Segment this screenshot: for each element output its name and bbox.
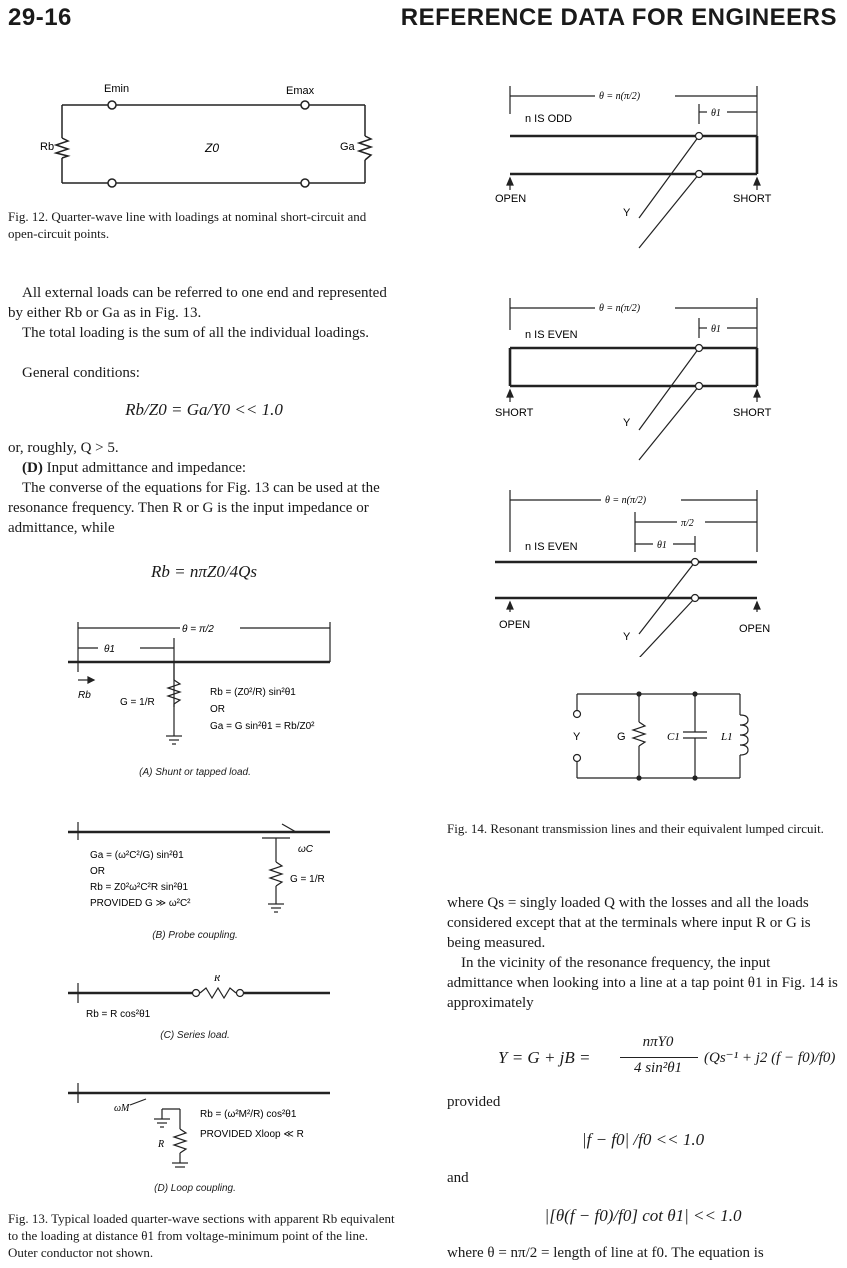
paragraph-line-length: where θ = nπ/2 = length of line at f0. The equation is: [447, 1245, 764, 1261]
paragraph-general-conditions: General conditions:: [22, 365, 140, 381]
text-provided: provided: [447, 1094, 501, 1110]
paragraph-total-loading: The total loading is the sum of all the individual loadings.: [22, 325, 370, 341]
fig13d-formula-1: Rb = (ω²M²/R) cos²θ1: [200, 1109, 297, 1120]
equation-admittance: [498, 1030, 838, 1090]
paragraph-qs-definition: where Qs = singly loaded Q with the losses and all the loads considered except that at the terminals where input R or G is being measured.: [447, 895, 811, 951]
fig12-label-ga: Ga: [340, 141, 355, 153]
fig14-bot-y: Y: [623, 631, 631, 643]
fig13c-formula: Rb = R cos²θ1: [86, 1009, 151, 1020]
section-heading-d: [22, 458, 246, 478]
paragraph-external-loads: All external loads can be referred to one end and represented by either Rb or Ga as in Fig. 13.: [8, 285, 387, 321]
fig14-lumped-l: L1: [721, 731, 733, 743]
fig13a-or: OR: [210, 704, 225, 715]
section-d-label: (D): [22, 460, 43, 476]
fig13d-wm: ωM: [114, 1103, 130, 1114]
paragraph-input-admittance: In the vicinity of the resonance frequency, the input admittance when looking into a line at a tap point θ1 in Fig. 14 is approximately: [447, 955, 838, 1011]
fig14-top-theta: θ = n(π/2): [599, 91, 641, 102]
fig14-top-y: Y: [623, 207, 631, 219]
fig13b-wc: ωC: [298, 844, 314, 855]
fig13-caption: Fig. 13. Typical loaded quarter-wave sections with apparent Rb equivalent to the loading at distance θ1 from voltage-minimum point of the line. Outer conductor not shown.: [8, 1211, 395, 1260]
fig13a-theta1: θ1: [104, 644, 115, 655]
fig12-label-emin: Emin: [104, 83, 130, 95]
fig13b-formula-1: Ga = (ω²C²/G) sin²θ1: [90, 850, 184, 861]
eq3-rhs: (Qs⁻¹ + j2 (f − f0)/f0): [704, 1050, 836, 1066]
fig14-odd-diagram: [495, 78, 795, 253]
fig14-lumped-g: G: [617, 731, 626, 743]
fig13c-r: R: [214, 975, 221, 984]
fig14-bot-left-label: OPEN: [499, 619, 531, 631]
fig14-bot-theta: θ = n(π/2): [605, 495, 647, 506]
fig14-mid-theta: θ = n(π/2): [599, 303, 641, 314]
fig14-bot-n-label: n IS EVEN: [525, 541, 578, 553]
page-number: 29-16: [8, 4, 72, 31]
fig13b-formula-3: PROVIDED G ≫ ω²C²: [90, 898, 191, 909]
fig14-mid-theta1: θ1: [711, 324, 721, 335]
fig14-top-left-label: OPEN: [495, 193, 527, 205]
equation-frequency-condition: |f − f0| /f0 << 1.0: [581, 1130, 705, 1149]
fig13b-probe-diagram: [50, 818, 350, 918]
fig14-bot-theta1: θ1: [657, 540, 667, 551]
fig13c-series-diagram: [50, 975, 350, 1025]
fig13a-formula-1: Rb = (Z0²/R) sin²θ1: [210, 687, 296, 698]
page-header-title: REFERENCE DATA FOR ENGINEERS: [400, 4, 837, 31]
fig14-bot-right-label: OPEN: [739, 623, 771, 635]
fig14-caption: Fig. 14. Resonant transmission lines and their equivalent lumped circuit.: [447, 821, 824, 836]
paragraph-converse: The converse of the equations for Fig. 13 can be used at the resonance frequency. Then R or G is the input impedance or admittance, while: [8, 480, 380, 536]
fig13a-rb: Rb: [78, 690, 91, 701]
section-d-title: Input admittance and impedance:: [46, 460, 247, 476]
fig14-lumped-c: C1: [667, 731, 680, 743]
fig13d-r: R: [158, 1139, 165, 1150]
eq3-denominator: 4 sin²θ1: [633, 1060, 683, 1076]
fig13a-formula-2: Ga = G sin²θ1 = Rb/Z0²: [210, 721, 315, 732]
eq3-numerator: nπY0: [642, 1034, 674, 1050]
equation-general-conditions: Rb/Z0 = Ga/Y0 << 1.0: [125, 400, 283, 419]
fig14-bot-pi2: π/2: [681, 518, 694, 529]
fig13a-caption: (A) Shunt or tapped load.: [139, 767, 251, 778]
fig14-mid-y: Y: [623, 417, 631, 429]
equation-cot-condition: |[θ(f − f0)/f0] cot θ1| << 1.0: [544, 1206, 742, 1225]
fig13a-theta: θ = π/2: [182, 624, 214, 635]
fig12-label-z0: Z0: [205, 141, 220, 155]
fig13d-loop-diagram: [50, 1075, 350, 1175]
fig13b-g: G = 1/R: [290, 874, 325, 885]
fig14-top-right-label: SHORT: [733, 193, 772, 205]
fig14-even-short-diagram: [495, 290, 795, 465]
fig14-top-n-label: n IS ODD: [525, 113, 573, 125]
fig14-even-open-diagram: [495, 482, 795, 657]
eq3-lhs: Y = G + jB =: [498, 1048, 591, 1067]
paragraph-roughly: or, roughly, Q > 5.: [8, 440, 119, 456]
fig13d-formula-2: PROVIDED Xloop ≪ R: [200, 1129, 304, 1140]
fig14-mid-left-label: SHORT: [495, 407, 534, 419]
fig12-diagram: [40, 78, 390, 196]
fig12-caption: Fig. 12. Quarter-wave line with loadings at nominal short-circuit and open-circuit points.: [8, 209, 367, 241]
fig14-lumped-circuit: [565, 680, 765, 785]
fig14-lumped-y: Y: [573, 731, 581, 743]
fig13d-caption: (D) Loop coupling.: [154, 1183, 236, 1194]
equation-rb: Rb = nπZ0/4Qs: [151, 562, 257, 581]
fig12-label-rb: Rb: [40, 141, 55, 153]
fig14-mid-right-label: SHORT: [733, 407, 772, 419]
fig13a-shunt-diagram: [50, 612, 350, 762]
fig14-top-theta1: θ1: [711, 108, 721, 119]
fig13c-caption: (C) Series load.: [160, 1030, 230, 1041]
fig12-label-emax: Emax: [286, 85, 315, 97]
fig13b-formula-2: Rb = Z0²ω²C²R sin²θ1: [90, 882, 189, 893]
fig13a-g: G = 1/R: [120, 697, 155, 708]
fig13b-or: OR: [90, 866, 105, 877]
fig14-mid-n-label: n IS EVEN: [525, 329, 578, 341]
text-and: and: [447, 1170, 469, 1186]
fig13b-caption: (B) Probe coupling.: [152, 930, 238, 941]
